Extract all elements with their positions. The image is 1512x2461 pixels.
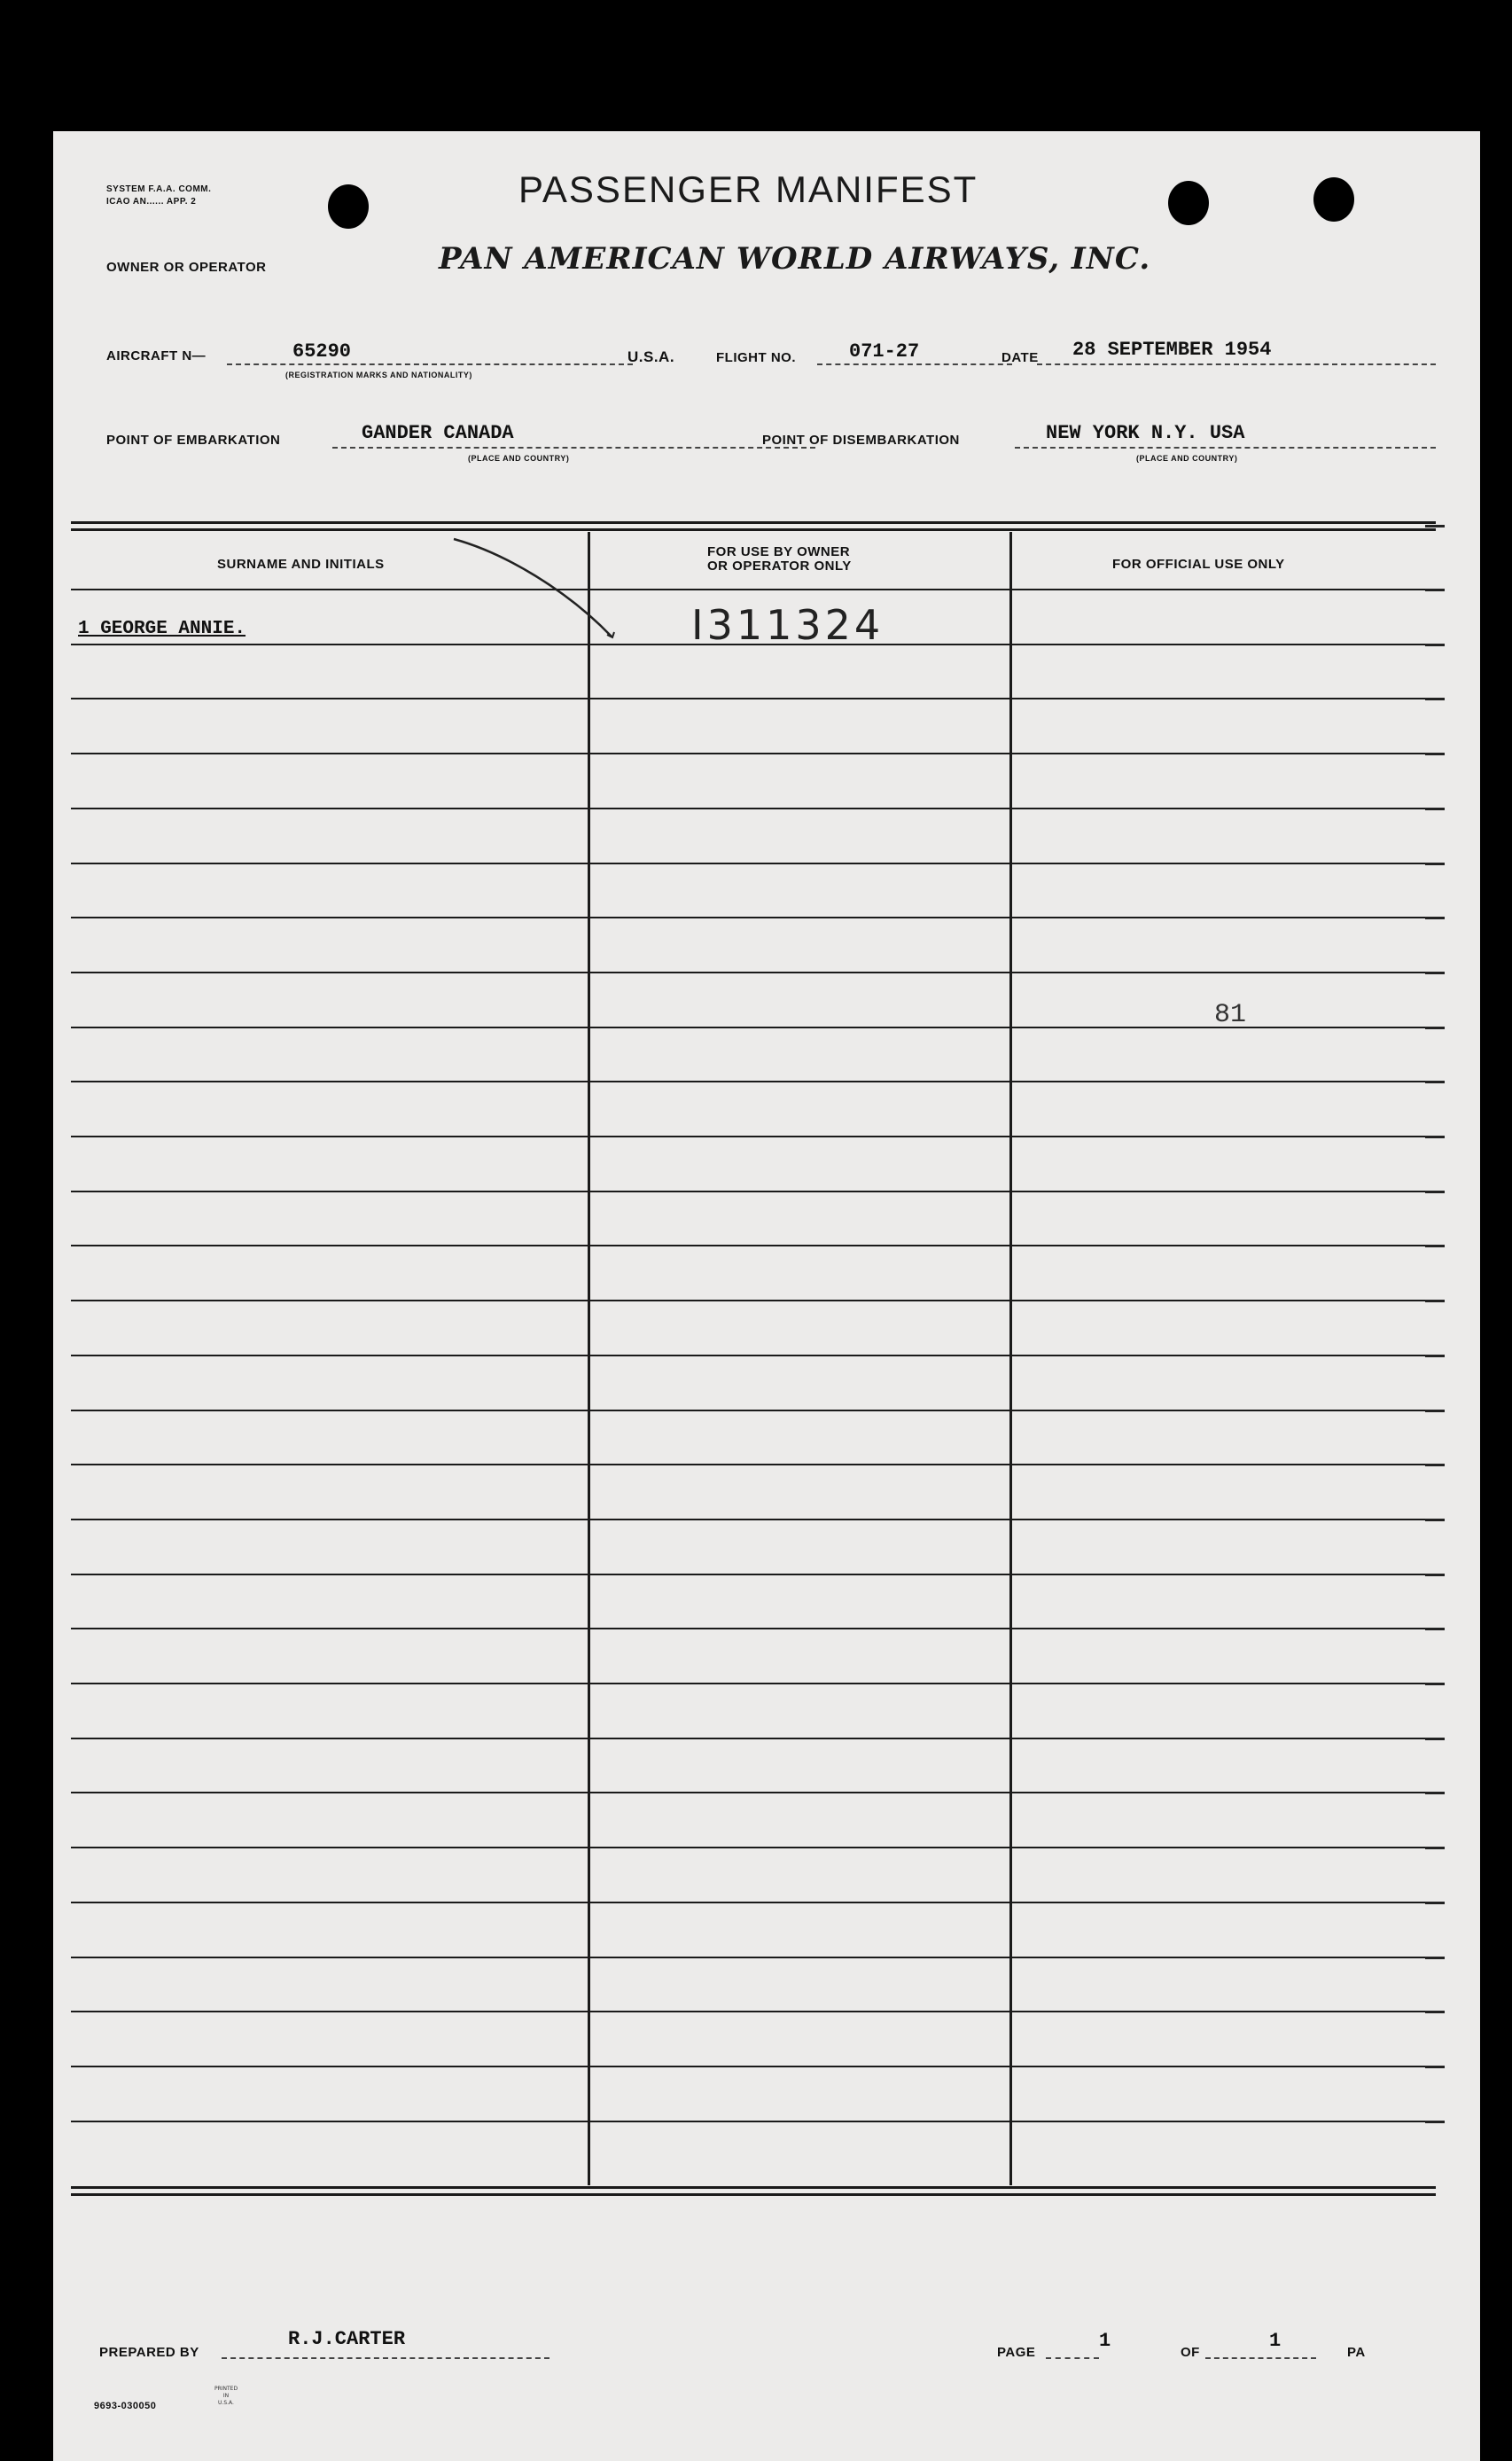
table-row-rule <box>71 2121 1436 2122</box>
flight-underline <box>817 363 1012 365</box>
table-row-rule <box>71 1081 1436 1082</box>
of-underline <box>1205 2357 1316 2359</box>
margin-tick <box>1425 1245 1445 1247</box>
margin-tick <box>1425 1628 1445 1630</box>
prepared-label: PREPARED BY <box>99 2345 199 2360</box>
flight-value: 071-27 <box>849 340 920 363</box>
table-row-rule <box>71 808 1436 809</box>
table-row-rule <box>71 1136 1436 1137</box>
of-label: OF <box>1181 2345 1200 2360</box>
page-label: PAGE <box>997 2345 1036 2360</box>
punch-hole-right-2 <box>1313 177 1354 222</box>
usa-label: U.S.A. <box>627 348 675 365</box>
aircraft-value: 65290 <box>292 340 352 363</box>
margin-tick <box>1425 2011 1445 2013</box>
table-row-rule <box>71 1300 1436 1301</box>
regulation-line-1: SYSTEM F.A.A. COMM. <box>106 184 212 194</box>
margin-tick <box>1425 1410 1445 1412</box>
disembark-underline <box>1015 447 1436 449</box>
airline-name: PAN AMERICAN WORLD AIRWAYS, INC. <box>439 241 1151 277</box>
margin-tick <box>1425 753 1445 755</box>
table-row-rule <box>71 698 1436 699</box>
table-row-rule <box>71 1191 1436 1192</box>
margin-tick <box>1425 1081 1445 1083</box>
col-header-owner-2: OR OPERATOR ONLY <box>707 559 852 574</box>
embark-value: GANDER CANADA <box>362 422 514 444</box>
table-row-rule <box>71 1628 1436 1629</box>
table-row-rule <box>71 589 1436 590</box>
margin-tick <box>1425 1519 1445 1521</box>
margin-tick <box>1425 1683 1445 1685</box>
margin-tick <box>1425 2121 1445 2123</box>
margin-tick <box>1425 2066 1445 2068</box>
svg-text:IN: IN <box>222 2393 230 2399</box>
margin-tick <box>1425 1191 1445 1193</box>
margin-tick <box>1425 1027 1445 1029</box>
table-top-rule-1 <box>71 521 1436 524</box>
margin-tick <box>1425 1464 1445 1466</box>
table-row-rule <box>71 753 1436 754</box>
prepared-underline <box>222 2357 549 2359</box>
margin-note: 81 <box>1214 1000 1247 1030</box>
table-top-rule-2 <box>71 528 1436 531</box>
margin-tick <box>1425 1957 1445 1959</box>
date-underline <box>1037 363 1436 365</box>
margin-tick <box>1425 525 1445 527</box>
table-row-rule <box>71 1792 1436 1793</box>
margin-tick <box>1425 1847 1445 1849</box>
table-row-rule <box>71 1245 1436 1246</box>
table-row-rule <box>71 2011 1436 2012</box>
form-title: PASSENGER MANIFEST <box>518 168 978 210</box>
margin-tick <box>1425 917 1445 919</box>
table-row-rule <box>71 1464 1436 1465</box>
manifest-sheet <box>53 131 1480 2461</box>
table-row-rule <box>71 1574 1436 1575</box>
punch-hole-right-1 <box>1168 181 1209 225</box>
table-bottom-rule-2 <box>71 2193 1436 2196</box>
of-value: 1 <box>1269 2330 1282 2352</box>
embark-sublabel: (PLACE AND COUNTRY) <box>468 454 570 463</box>
table-row-rule <box>71 863 1436 864</box>
embark-underline <box>332 447 815 449</box>
disembark-sublabel: (PLACE AND COUNTRY) <box>1136 454 1238 463</box>
col-header-owner-1: FOR USE BY OWNER <box>707 544 851 559</box>
page-underline <box>1046 2357 1099 2359</box>
svg-text:PRINTED: PRINTED <box>214 2386 238 2392</box>
pages-label: PA <box>1347 2345 1366 2360</box>
date-label: DATE <box>1002 350 1039 365</box>
table-row-rule <box>71 1410 1436 1411</box>
passenger-name: 1 GEORGE ANNIE. <box>78 619 246 639</box>
margin-tick <box>1425 1300 1445 1302</box>
margin-tick <box>1425 972 1445 974</box>
owner-label: OWNER OR OPERATOR <box>106 260 267 275</box>
margin-tick <box>1425 589 1445 591</box>
column-divider-2 <box>1009 532 1012 2185</box>
table-row-rule <box>71 1847 1436 1848</box>
svg-text:U.S.A.: U.S.A. <box>218 2400 234 2406</box>
table-row-rule <box>71 1519 1436 1520</box>
form-number: 9693-030050 <box>94 2401 157 2411</box>
margin-tick <box>1425 863 1445 865</box>
prepared-value: R.J.CARTER <box>288 2328 406 2350</box>
table-row-rule <box>71 1738 1436 1739</box>
aircraft-sublabel: (REGISTRATION MARKS AND NATIONALITY) <box>285 371 472 379</box>
table-row-rule <box>71 1683 1436 1684</box>
table-row-rule <box>71 2066 1436 2067</box>
aircraft-underline <box>227 363 633 365</box>
column-divider-1 <box>588 532 590 2185</box>
table-row-rule <box>71 972 1436 973</box>
margin-tick <box>1425 1136 1445 1138</box>
aircraft-label: AIRCRAFT N— <box>106 348 207 363</box>
margin-tick <box>1425 698 1445 700</box>
table-row-rule <box>71 1355 1436 1356</box>
table-row-rule <box>71 917 1436 918</box>
margin-tick <box>1425 1902 1445 1904</box>
margin-tick <box>1425 808 1445 810</box>
margin-tick <box>1425 1574 1445 1576</box>
margin-tick <box>1425 1792 1445 1794</box>
date-value: 28 SEPTEMBER 1954 <box>1072 339 1272 361</box>
passenger-owner-note: I311324 <box>691 601 885 649</box>
col-header-official: FOR OFFICIAL USE ONLY <box>1112 557 1285 572</box>
flight-label: FLIGHT NO. <box>716 350 796 365</box>
margin-tick <box>1425 644 1445 646</box>
punch-hole-left <box>328 184 369 229</box>
regulation-line-2: ICAO AN...... APP. 2 <box>106 197 197 207</box>
embark-label: POINT OF EMBARKATION <box>106 433 281 448</box>
table-bottom-rule-1 <box>71 2186 1436 2189</box>
margin-tick <box>1425 1738 1445 1740</box>
margin-tick <box>1425 1355 1445 1357</box>
table-row-rule <box>71 1957 1436 1958</box>
disembark-value: NEW YORK N.Y. USA <box>1046 422 1245 444</box>
printer-seal-icon <box>211 2383 241 2410</box>
table-row-rule <box>71 1902 1436 1903</box>
disembark-label: POINT OF DISEMBARKATION <box>762 433 960 448</box>
page-value: 1 <box>1099 2330 1111 2352</box>
pen-stroke-icon <box>452 537 682 644</box>
col-header-surname: SURNAME AND INITIALS <box>217 557 385 572</box>
